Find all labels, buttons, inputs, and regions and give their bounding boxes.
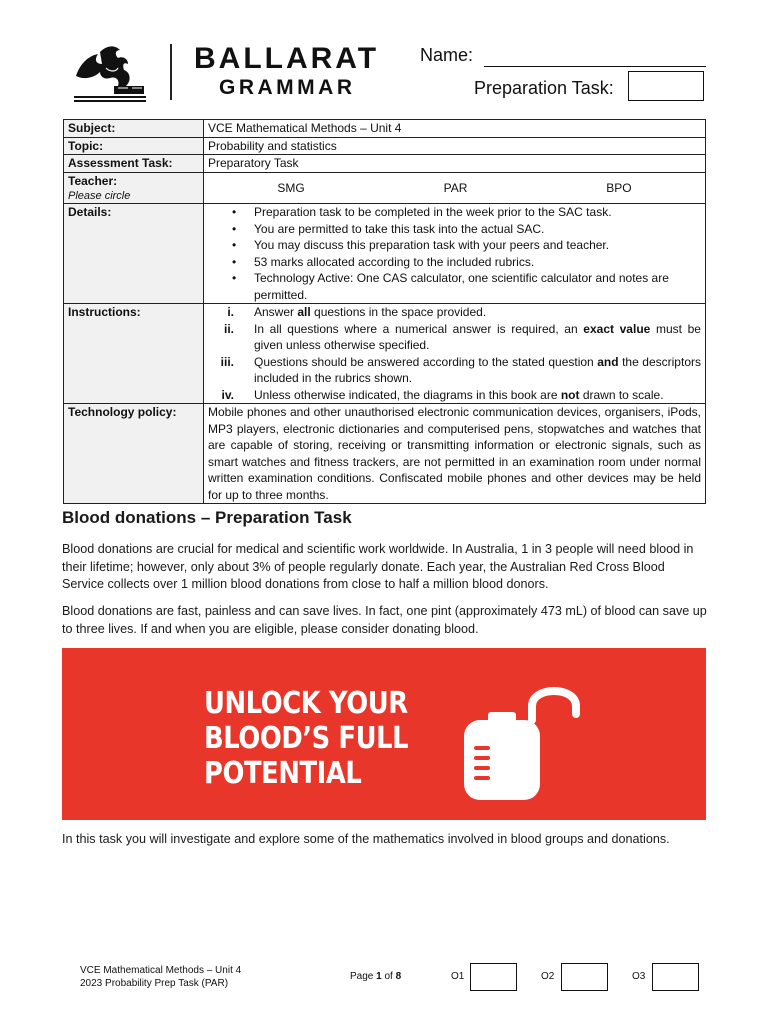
instruction-number: iv. — [221, 387, 234, 402]
instructions-row — [64, 304, 706, 404]
instruction-emphasis: not — [560, 387, 580, 402]
technology-policy-text: Mobile phones and other unauthorised electronic communication devices, organisers, iPods, MP3 players, electronic dictionaries and computerised pens, stopwatches and watches that are capable of storing, receiving or transmitting information or electronic signals, such as smart watches and fitness trackers, are not permitted in an examination room under normal written examination conditions. Confiscated mobile phones and other devices may be held for up to three months. — [204, 404, 706, 504]
instruction-item — [227, 304, 701, 321]
instruction-text: In all questions where a numerical answer is required, an — [254, 321, 584, 336]
teacher-option[interactable]: SMG — [277, 180, 305, 195]
outcome-score-box[interactable] — [470, 963, 517, 991]
instruction-text: questions in the space provided. — [310, 305, 487, 319]
topic-row — [64, 137, 706, 155]
instruction-emphasis: all — [297, 305, 311, 319]
page-current: 1 — [376, 971, 382, 982]
page-total: 8 — [395, 971, 402, 982]
instruction-text: drawn to scale. — [579, 387, 664, 402]
page-prefix: Page — [350, 971, 377, 982]
subject-label: Subject: — [64, 120, 204, 138]
banner-line: BLOOD’S FULL — [204, 721, 409, 756]
details-item: • You may discuss this preparation task with your peers and teacher. — [254, 237, 701, 254]
preparation-task-label: Preparation Task: — [474, 78, 614, 98]
instruction-text: must be given unless otherwise specified. — [254, 321, 701, 352]
topic-label: Topic: — [64, 137, 204, 155]
preparation-task-box[interactable] — [628, 71, 704, 101]
section-title: Blood donations – Preparation Task — [62, 508, 352, 527]
subject-value: VCE Mathematical Methods – Unit 4 — [204, 120, 706, 138]
outcome-label: O2 — [541, 971, 555, 982]
brand-name-line2: GRAMMAR — [219, 76, 356, 99]
task-info-table — [63, 119, 706, 504]
details-list — [208, 204, 701, 303]
name-input-line[interactable] — [484, 66, 706, 67]
outcome-label: O1 — [451, 971, 465, 982]
details-item: • Technology Active: One CAS calculator, one scientific calculator and notes are permitted. — [254, 270, 701, 303]
banner-line: POTENTIAL — [204, 756, 362, 791]
logo-divider — [170, 44, 172, 100]
details-item: • You are permitted to take this task into the actual SAC. — [254, 221, 701, 238]
instruction-emphasis: and — [597, 354, 619, 369]
instructions-list — [208, 304, 701, 403]
subject-row — [64, 120, 706, 138]
details-list-cell — [204, 204, 706, 304]
page-number — [350, 971, 401, 982]
instruction-item — [221, 387, 701, 404]
outcome-label: O3 — [632, 971, 646, 982]
footer-line: 2023 Probability Prep Task (PAR) — [80, 978, 229, 989]
name-label: Name: — [420, 45, 474, 65]
teacher-label: Teacher: — [68, 173, 118, 188]
instruction-item — [223, 321, 701, 354]
intro-paragraph: Blood donations are fast, painless and can save lives. In fact, one pint (approximately 473 mL) of blood can save up to three lives. If and when you are eligible, please consider donating blood. — [62, 604, 707, 636]
teacher-option[interactable]: PAR — [443, 180, 468, 195]
page-of: of — [381, 971, 396, 982]
topic-value: Probability and statistics — [204, 137, 706, 155]
teacher-note: Please circle — [68, 190, 131, 202]
teacher-options — [204, 172, 706, 204]
instruction-text: the descriptors included in the rubrics shown. — [254, 354, 701, 385]
banner-line: UNLOCK YOUR — [204, 686, 408, 721]
task-intro-paragraph: In this task you will investigate and explore some of the mathematics involved in blood groups and donations. — [62, 832, 670, 846]
instruction-text: Answer — [254, 305, 298, 319]
technology-label: Technology policy: — [64, 404, 204, 504]
details-item: • 53 marks allocated according to the included rubrics. — [254, 254, 701, 271]
banner-headline — [204, 686, 462, 791]
teacher-option[interactable]: BPO — [606, 180, 632, 195]
assessment-row — [64, 155, 706, 173]
instruction-number: ii. — [223, 321, 234, 336]
teacher-row — [64, 172, 706, 204]
assessment-label: Assessment Task: — [64, 155, 204, 173]
instruction-item — [220, 354, 701, 387]
details-item: • Preparation task to be completed in the week prior to the SAC task. — [254, 204, 701, 221]
intro-paragraph: Blood donations are crucial for medical and scientific work worldwide. In Australia, 1 in 3 people will need blood in their lifetime; however, only about 3% of people regularly donate. Each year, the Australian Red Cross Blood Service collects over 1 million blood donations from close to half a million blood donors. — [62, 542, 694, 591]
outcome-score-box[interactable] — [561, 963, 608, 991]
instructions-label: Instructions: — [64, 304, 204, 404]
instruction-number: iii. — [220, 354, 234, 369]
instructions-list-cell — [204, 304, 706, 404]
blood-donation-banner — [62, 648, 706, 820]
brand-name-line1: BALLARAT — [194, 42, 380, 75]
footer-line: VCE Mathematical Methods – Unit 4 — [80, 965, 242, 976]
instruction-emphasis: exact value — [583, 321, 651, 336]
assessment-value: Preparatory Task — [204, 155, 706, 173]
details-row — [64, 204, 706, 304]
footer-course-info — [80, 964, 241, 990]
outcome-score-box[interactable] — [652, 963, 699, 991]
teacher-label-cell — [64, 172, 204, 204]
details-label: Details: — [64, 204, 204, 304]
blood-bag-padlock-icon — [460, 676, 584, 806]
instruction-text: Questions should be answered according to the stated question — [254, 354, 598, 369]
technology-row — [64, 404, 706, 504]
instruction-number: i. — [227, 305, 234, 319]
school-crest-logo — [70, 42, 150, 104]
instruction-text: Unless otherwise indicated, the diagrams in this book are — [254, 387, 561, 402]
